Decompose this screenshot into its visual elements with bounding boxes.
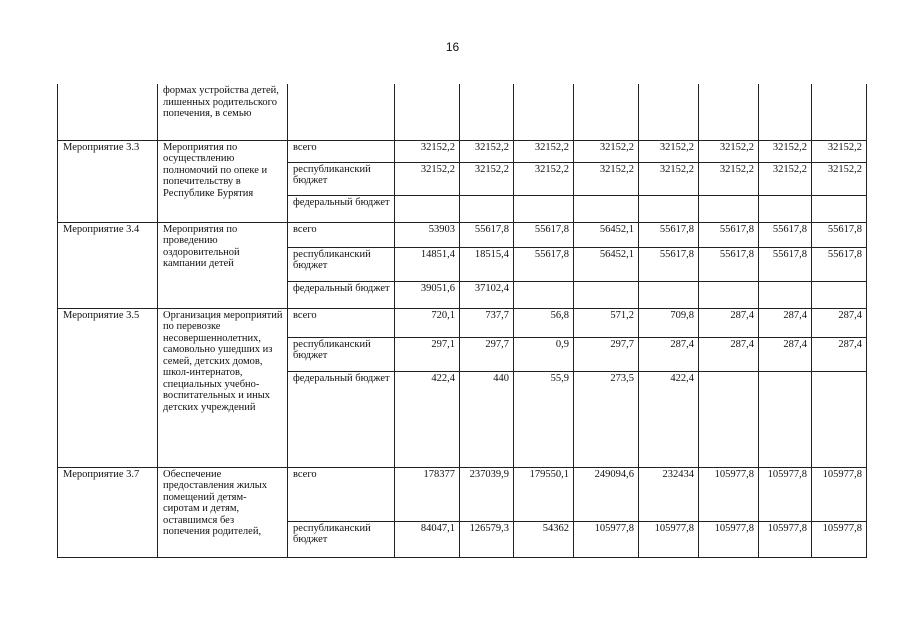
value-cell: [514, 84, 574, 140]
value-cell: 84047,1: [395, 521, 460, 557]
value-cell: [639, 195, 699, 222]
table-row: [58, 84, 867, 140]
value-cell: 105977,8: [812, 467, 867, 521]
value-cell: 737,7: [460, 308, 514, 337]
table-row: [58, 140, 867, 162]
value-cell: [812, 371, 867, 467]
event-description-cell: Мероприятия по проведению оздоровительной кампании детей: [158, 222, 288, 308]
funding-source-cell: федеральный бюджет: [288, 281, 395, 308]
value-cell: 440: [460, 371, 514, 467]
value-cell: 32152,2: [639, 162, 699, 195]
event-name-cell: Мероприятие 3.3: [58, 140, 158, 222]
event-name-cell: [58, 84, 158, 140]
value-cell: 55617,8: [639, 222, 699, 247]
value-cell: [812, 84, 867, 140]
value-cell: 18515,4: [460, 247, 514, 281]
value-cell: [395, 84, 460, 140]
value-cell: 273,5: [574, 371, 639, 467]
value-cell: 32152,2: [460, 140, 514, 162]
value-cell: 422,4: [639, 371, 699, 467]
value-cell: [699, 371, 759, 467]
value-cell: 54362: [514, 521, 574, 557]
value-cell: 105977,8: [812, 521, 867, 557]
value-cell: [460, 195, 514, 222]
event-description-cell: формах устройства детей, лишенных родительского попечения, в семью: [158, 84, 288, 140]
value-cell: 709,8: [639, 308, 699, 337]
event-description-cell: Обеспечение предоставления жилых помещений детям-сиротам и детям, оставшимся без попечения родителей,: [158, 467, 288, 557]
value-cell: [812, 281, 867, 308]
value-cell: [699, 84, 759, 140]
value-cell: [460, 84, 514, 140]
table-row: [58, 467, 867, 521]
value-cell: 287,4: [639, 337, 699, 371]
value-cell: [759, 371, 812, 467]
value-cell: 0,9: [514, 337, 574, 371]
value-cell: 32152,2: [395, 162, 460, 195]
value-cell: 56452,1: [574, 247, 639, 281]
value-cell: 32152,2: [759, 162, 812, 195]
event-description-cell: Мероприятия по осуществлению полномочий по опеке и попечительству в Республике Бурятия: [158, 140, 288, 222]
value-cell: 105977,8: [699, 521, 759, 557]
value-cell: 53903: [395, 222, 460, 247]
value-cell: 32152,2: [759, 140, 812, 162]
value-cell: 37102,4: [460, 281, 514, 308]
value-cell: [759, 84, 812, 140]
value-cell: 287,4: [759, 308, 812, 337]
value-cell: 55617,8: [759, 222, 812, 247]
value-cell: 249094,6: [574, 467, 639, 521]
value-cell: [699, 195, 759, 222]
value-cell: 179550,1: [514, 467, 574, 521]
value-cell: 571,2: [574, 308, 639, 337]
value-cell: 32152,2: [395, 140, 460, 162]
value-cell: 55617,8: [514, 247, 574, 281]
funding-source-cell: всего: [288, 140, 395, 162]
value-cell: [759, 281, 812, 308]
value-cell: 105977,8: [699, 467, 759, 521]
value-cell: 32152,2: [812, 162, 867, 195]
value-cell: [812, 195, 867, 222]
value-cell: 126579,3: [460, 521, 514, 557]
funding-source-cell: республиканский бюджет: [288, 337, 395, 371]
value-cell: [699, 281, 759, 308]
funding-source-cell: [288, 84, 395, 140]
value-cell: [395, 195, 460, 222]
value-cell: 39051,6: [395, 281, 460, 308]
funding-source-cell: республиканский бюджет: [288, 247, 395, 281]
value-cell: [574, 84, 639, 140]
value-cell: 55617,8: [699, 247, 759, 281]
value-cell: 32152,2: [514, 162, 574, 195]
funding-source-cell: федеральный бюджет: [288, 371, 395, 467]
value-cell: 297,7: [460, 337, 514, 371]
budget-table: [57, 84, 867, 558]
value-cell: 56,8: [514, 308, 574, 337]
value-cell: [514, 281, 574, 308]
value-cell: [759, 195, 812, 222]
value-cell: 287,4: [699, 337, 759, 371]
value-cell: 720,1: [395, 308, 460, 337]
value-cell: 55617,8: [639, 247, 699, 281]
value-cell: 287,4: [812, 337, 867, 371]
value-cell: 55617,8: [759, 247, 812, 281]
funding-source-cell: республиканский бюджет: [288, 162, 395, 195]
value-cell: 297,1: [395, 337, 460, 371]
value-cell: 55,9: [514, 371, 574, 467]
value-cell: 287,4: [759, 337, 812, 371]
value-cell: 32152,2: [699, 140, 759, 162]
event-name-cell: Мероприятие 3.5: [58, 308, 158, 467]
table-row: [58, 222, 867, 247]
value-cell: [639, 84, 699, 140]
table-row: [58, 308, 867, 337]
value-cell: [574, 281, 639, 308]
value-cell: 105977,8: [759, 521, 812, 557]
funding-source-cell: федеральный бюджет: [288, 195, 395, 222]
value-cell: 237039,9: [460, 467, 514, 521]
value-cell: 32152,2: [639, 140, 699, 162]
value-cell: 55617,8: [699, 222, 759, 247]
value-cell: [574, 195, 639, 222]
value-cell: 297,7: [574, 337, 639, 371]
value-cell: 55617,8: [514, 222, 574, 247]
value-cell: 105977,8: [639, 521, 699, 557]
value-cell: 287,4: [699, 308, 759, 337]
event-description-cell: Организация мероприятий по перевозке несовершеннолетних, самовольно ушедших из семей, детских домов, школ-интернатов, специальных учебно-воспитательных и иных детских учреждений: [158, 308, 288, 467]
value-cell: 56452,1: [574, 222, 639, 247]
value-cell: 232434: [639, 467, 699, 521]
value-cell: 32152,2: [699, 162, 759, 195]
value-cell: [514, 195, 574, 222]
value-cell: 32152,2: [574, 140, 639, 162]
value-cell: 32152,2: [812, 140, 867, 162]
event-name-cell: Мероприятие 3.4: [58, 222, 158, 308]
value-cell: 55617,8: [812, 247, 867, 281]
value-cell: 178377: [395, 467, 460, 521]
funding-source-cell: всего: [288, 308, 395, 337]
value-cell: 32152,2: [514, 140, 574, 162]
event-name-cell: Мероприятие 3.7: [58, 467, 158, 557]
value-cell: 32152,2: [574, 162, 639, 195]
value-cell: 422,4: [395, 371, 460, 467]
value-cell: 55617,8: [812, 222, 867, 247]
value-cell: 105977,8: [574, 521, 639, 557]
value-cell: 55617,8: [460, 222, 514, 247]
value-cell: 287,4: [812, 308, 867, 337]
page-number: 16: [445, 40, 460, 54]
value-cell: 14851,4: [395, 247, 460, 281]
value-cell: 32152,2: [460, 162, 514, 195]
funding-source-cell: всего: [288, 467, 395, 521]
funding-source-cell: всего: [288, 222, 395, 247]
value-cell: 105977,8: [759, 467, 812, 521]
funding-source-cell: республиканский бюджет: [288, 521, 395, 557]
value-cell: [639, 281, 699, 308]
